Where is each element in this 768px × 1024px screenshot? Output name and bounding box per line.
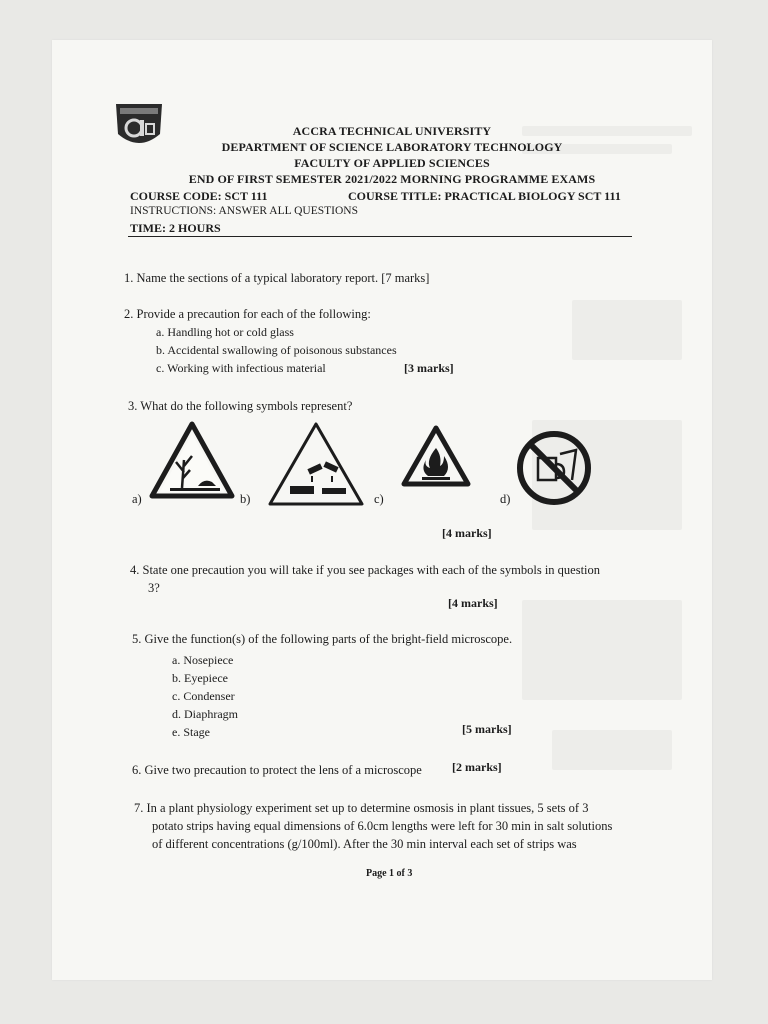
question-7-line-3: of different concentrations (g/100ml). After the 30 min interval each set of strips was	[152, 837, 577, 851]
question-2-item-a: a. Handling hot or cold glass	[156, 325, 294, 339]
exam-title: END OF FIRST SEMESTER 2021/2022 MORNING PROGRAMME EXAMS	[188, 172, 596, 186]
corrosive-icon	[266, 420, 366, 508]
question-7-line-2: potato strips having equal dimensions of 6.0cm lengths were left for 30 min in salt solutions	[152, 819, 613, 833]
question-2-marks: [3 marks]	[404, 361, 454, 375]
exam-page	[52, 40, 712, 980]
question-3-marks: [4 marks]	[442, 526, 492, 540]
question-5-item-b: b. Eyepiece	[172, 671, 228, 685]
page-number: Page 1 of 3	[366, 868, 413, 879]
header-divider	[128, 236, 632, 237]
flammable-icon	[400, 424, 472, 490]
question-6: 6. Give two precaution to protect the lens of a microscope	[132, 763, 422, 777]
symbol-label-b: b)	[240, 492, 251, 506]
university-name: ACCRA TECHNICAL UNIVERSITY	[292, 124, 492, 138]
symbol-label-d: d)	[500, 492, 511, 506]
question-5-item-d: d. Diaphragm	[172, 707, 238, 721]
question-1: 1. Name the sections of a typical laboratory report. [7 marks]	[124, 271, 430, 285]
symbol-label-c: c)	[374, 492, 384, 506]
question-7-line-1: 7. In a plant physiology experiment set up to determine osmosis in plant tissues, 5 sets of 3	[134, 801, 589, 815]
question-4-line-2: 3?	[148, 581, 160, 595]
question-5-item-a: a. Nosepiece	[172, 653, 234, 667]
question-4-marks: [4 marks]	[448, 596, 498, 610]
question-5-item-c: c. Condenser	[172, 689, 235, 703]
question-4-line-1: 4. State one precaution you will take if you see packages with each of the symbols in question	[130, 563, 601, 577]
course-title: COURSE TITLE: PRACTICAL BIOLOGY SCT 111	[348, 189, 621, 203]
department-name: DEPARTMENT OF SCIENCE LABORATORY TECHNOLOGY	[221, 140, 563, 154]
environmental-hazard-icon	[148, 420, 236, 500]
symbol-label-a: a)	[132, 492, 142, 506]
instructions: INSTRUCTIONS: ANSWER ALL QUESTIONS	[130, 205, 358, 217]
question-5-item-e: e. Stage	[172, 725, 210, 739]
question-2-item-b: b. Accidental swallowing of poisonous substances	[156, 343, 397, 357]
question-2: 2. Provide a precaution for each of the following:	[124, 307, 371, 321]
question-3: 3. What do the following symbols represent?	[128, 399, 353, 413]
exam-duration: TIME: 2 HOURS	[130, 221, 221, 235]
no-ingestion-icon	[514, 428, 594, 508]
question-2-item-c: c. Working with infectious material	[156, 361, 326, 375]
course-code: COURSE CODE: SCT 111	[130, 189, 268, 203]
faculty-name: FACULTY OF APPLIED SCIENCES	[294, 156, 490, 170]
question-5-marks: [5 marks]	[462, 722, 512, 736]
question-6-marks: [2 marks]	[452, 760, 502, 774]
question-5: 5. Give the function(s) of the following parts of the bright-field microscope.	[132, 632, 513, 646]
